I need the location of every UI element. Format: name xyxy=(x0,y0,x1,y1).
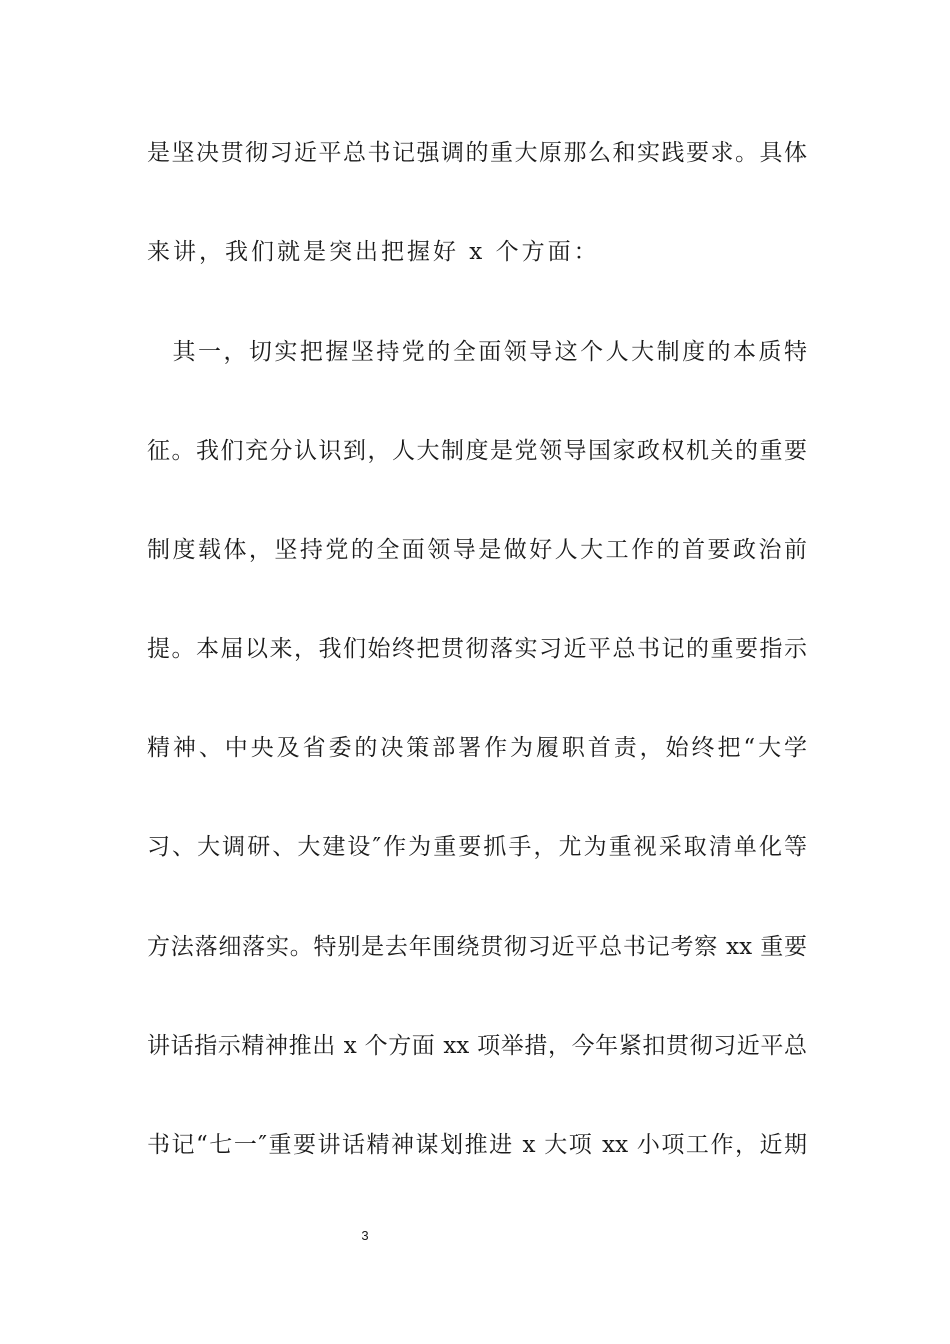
text-line: 讲话指示精神推出 x 个方面 xx 项举措，今年紧扣贯彻习近平总 xyxy=(147,1033,807,1059)
text-line: 方法落细落实。特别是去年围绕贯彻习近平总书记考察 xx 重要 xyxy=(147,934,807,960)
text-line: 制度载体，坚持党的全面领导是做好人大工作的首要政治前 xyxy=(147,537,807,563)
page-number: 3 xyxy=(361,1228,369,1243)
text-line: 来讲，我们就是突出把握好 x 个方面： xyxy=(147,239,600,265)
text-line: 征。我们充分认识到，人大制度是党领导国家政权机关的重要 xyxy=(147,438,807,464)
text-line: 其一，切实把握坚持党的全面领导这个人大制度的本质特 xyxy=(147,339,807,365)
text-line: 习、大调研、大建设″作为重要抓手，尤为重视采取清单化等 xyxy=(147,834,807,860)
text-line: 提。本届以来，我们始终把贯彻落实习近平总书记的重要指示 xyxy=(147,636,807,662)
text-line: 是坚决贯彻习近平总书记强调的重大原那么和实践要求。具体 xyxy=(147,140,807,166)
text-line: 书记“七一″重要讲话精神谋划推进 x 大项 xx 小项工作，近期 xyxy=(147,1132,807,1158)
text-line: 精神、中央及省委的决策部署作为履职首责，始终把“大学 xyxy=(147,735,807,761)
